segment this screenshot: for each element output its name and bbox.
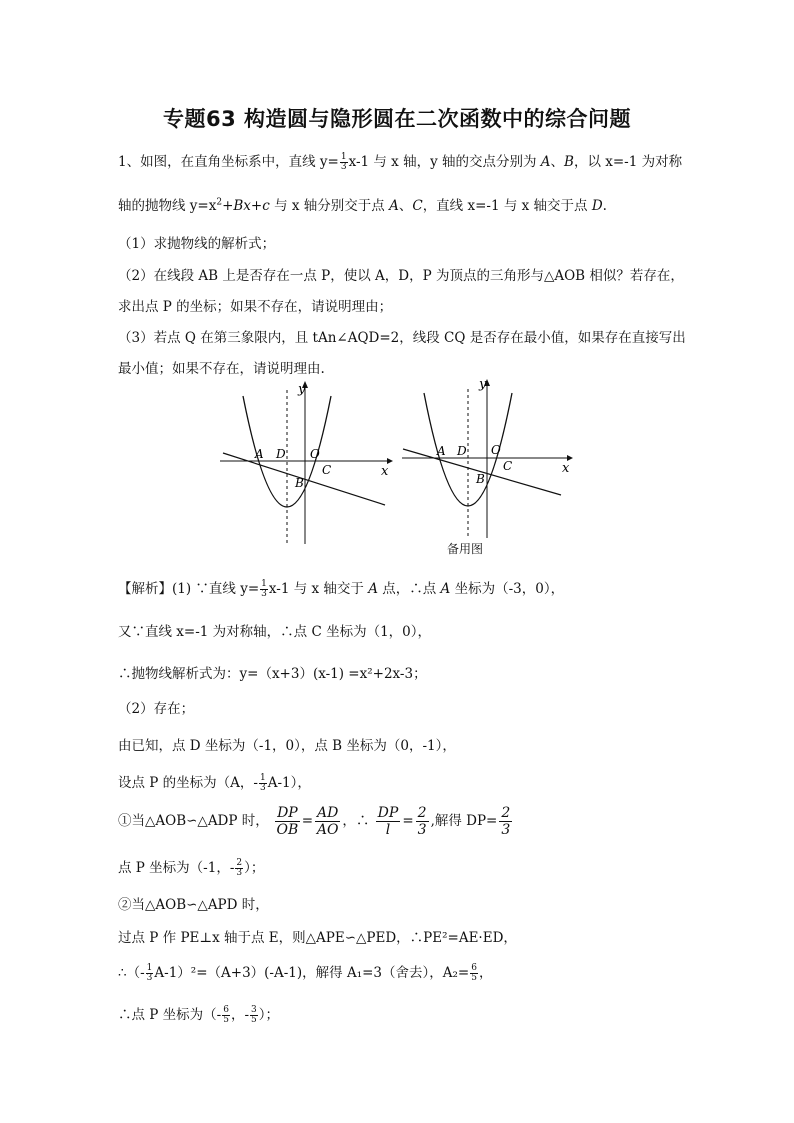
parabola-graph-1 [215,378,395,546]
point-B-label: B [295,476,304,490]
solution-line-4: （2）存在； [118,701,195,717]
text: ，∴ [342,813,370,829]
text: ，- [230,1007,250,1023]
fraction-two-thirds: $\frac{2}{3}$ [236,858,243,878]
text: A-1）²=（A+3）(-A-1)，解得 A₁=3（舍去），A₂= [154,965,470,981]
text: ，以 x=-1 为对称 [573,154,683,170]
text: ①当△AOB∽△ADP 时， [118,813,269,829]
text: Bx+c [233,198,270,214]
fraction-two-thirds: $\frac{2}{3}$ [417,805,427,838]
solution-line-1 [118,577,564,599]
x-axis-label: x [562,461,570,476]
question-line-2 [118,194,607,214]
text: 【解析】(1) ∵直线 y= [118,581,260,597]
point-A-label: A [255,447,264,461]
point-D-label: D [457,444,467,458]
fraction-one-third: $\frac{1}{3}$ [146,963,153,983]
parabola-graph-2 [397,375,577,540]
solution-line-8 [118,856,264,878]
part-2-line-1: （2）在线段 AB 上是否存在一点 P，使以 A，D，P 为顶点的三角形与△AOB 相似？若存在， [118,268,684,284]
page-title: 专题63 构造圆与隐形圆在二次函数中的综合问题 [162,107,632,131]
fraction-one-third: $\frac{1}{3}$ [261,579,267,599]
text: ）； [258,1007,280,1023]
backup-figure-caption: 备用图 [447,542,484,556]
point-A-label: A [437,444,446,458]
text: B [564,154,574,170]
y-axis-label: y [479,377,487,392]
part-3-line-1: （3）若点 Q 在第三象限内，且 tAn∠AQD=2，线段 CQ 是否存在最小值，如果存在直接写出 [118,330,686,346]
text: 与 x 轴分别交于点 [269,198,390,214]
text: 轴的抛物线 y=x [118,198,217,214]
text: 点 P 坐标为（-1，- [118,860,235,876]
fraction-six-fifths: $\frac{6}{5}$ [223,1005,229,1025]
solution-line-3: ∴抛物线解析式为：y=（x+3）(x-1) =x²+2x-3； [118,666,427,682]
text: ，直线 x=-1 与 x 轴交于点 [422,198,592,214]
part-1: （1）求抛物线的解析式； [118,236,276,252]
point-O-label: O [491,443,501,457]
y-axis-label: y [298,382,306,397]
text: 、 [550,154,565,170]
text: A-1）， [267,775,311,791]
fraction-three-fifths: $\frac{3}{5}$ [251,1005,257,1025]
text: . [602,198,607,214]
text: 1、如图，在直角坐标系中，直线 y= [118,154,339,170]
point-C-label: C [322,463,332,477]
point-B-label: B [476,472,485,486]
text: C [412,198,423,214]
text: 、 [398,198,413,214]
text: A [540,154,551,170]
fraction-six-fifths: $\frac{6}{5}$ [471,963,477,983]
solution-line-2: 又∵直线 x=-1 为对称轴，∴点 C 坐标为（1，0）， [118,624,431,640]
solution-line-12 [118,1003,279,1025]
text: x-1 与 x 轴，y 轴的交点分别为 [348,154,541,170]
fraction-one-third: $\frac{1}{3}$ [259,773,266,793]
text: + [222,198,234,214]
x-axis-label: x [381,464,389,479]
text: A [368,581,378,597]
solution-line-5: 由已知，点 D 坐标为（-1，0），点 B 坐标为（0，-1）， [118,738,456,754]
part-2-line-2: 求出点 P 的坐标；如果不存在，请说明理由； [118,299,393,315]
fraction-one-third: $\frac{1}{3}$ [340,152,347,172]
point-C-label: C [503,459,513,473]
solution-line-9: ②当△AOB∽△APD 时， [118,897,269,913]
solution-line-11 [118,961,492,983]
text: 坐标为（-3，0）， [450,581,565,597]
text: 设点 P 的坐标为（A，- [118,775,258,791]
text: x-1 与 x 轴交于 [268,581,369,597]
solution-line-6 [118,771,311,793]
solution-line-10: 过点 P 作 PE⊥x 轴于点 E，则△APE∽△PED，∴PE²=AE·ED， [118,930,517,946]
text: ∴点 P 坐标为（- [118,1007,222,1023]
text: 点，∴点 [377,581,441,597]
text: ， [478,965,493,981]
text: A [440,581,451,597]
fraction-DP-OB: $\frac{DP}{OB}$ [276,805,299,838]
text: D [591,198,603,214]
question-line-1 [118,150,682,172]
text: ∴（- [118,965,145,981]
superscript: 2 [216,197,223,208]
text: ）； [244,860,265,876]
fraction-two-thirds: $\frac{2}{3}$ [501,805,511,838]
point-O-label: O [310,447,320,461]
point-D-label: D [276,447,286,461]
text: A [389,198,399,214]
fraction-DP-l: $\frac{DP}{l}$ [377,805,399,838]
part-3-line-2: 最小值；如果不存在，请说明理由. [118,361,325,377]
fraction-AD-AO: $\frac{AD}{AO}$ [316,805,339,838]
text: ,解得 DP= [430,813,498,829]
solution-line-7: ①当△AOB∽△ADP 时， $\frac{DP}{OB}$ = $\frac{AD}{AO}$ ，∴ $\frac{DP}{l}$ = $\frac{2}{3}$ ,解得 DP= $\frac{2}{3}$ [118,805,511,838]
